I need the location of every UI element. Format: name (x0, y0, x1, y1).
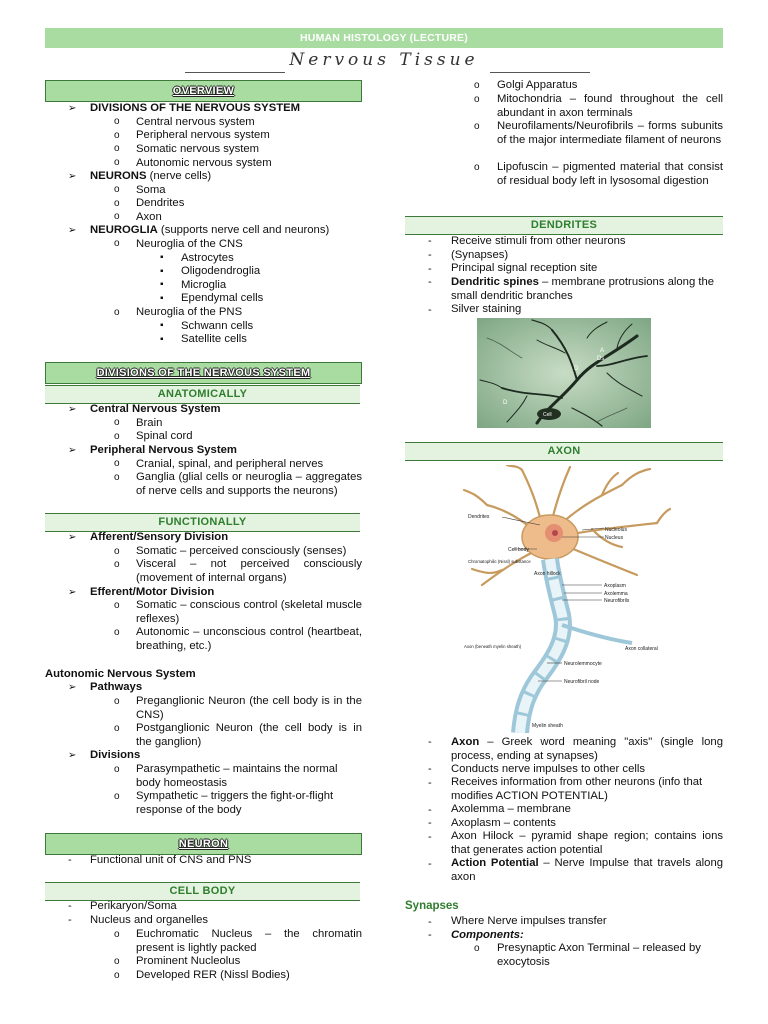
arrow-bullet: ➢ (68, 225, 77, 236)
cns-title: Central Nervous System (90, 403, 221, 415)
list-item: Conducts nerve impulses to other cells (451, 763, 646, 775)
list-item: Schwann cells (181, 320, 254, 332)
dash-bullet: - (428, 804, 432, 816)
circle-bullet: o (474, 80, 480, 91)
list-item: Axolemma – membrane (451, 803, 571, 815)
diagram-label-myelin: Myelin sheath (532, 723, 563, 729)
circle-bullet: o (114, 307, 120, 318)
circle-bullet: o (114, 157, 120, 168)
neuron-diagram (462, 465, 672, 733)
circle-bullet: o (114, 417, 120, 428)
list-item: Autonomic – unconscious control (heartbeat, breathing, etc.) (136, 626, 362, 652)
silver-stain-micrograph (477, 318, 651, 428)
list-item: Peripheral nervous system (136, 129, 270, 141)
dash-bullet: - (68, 914, 72, 926)
circle-bullet: o (474, 162, 480, 173)
dash-bullet: - (428, 736, 432, 748)
list-item: Neurofilaments/Neurofibrils – forms subunits of the major intermediate filament of neurons (497, 120, 723, 146)
list-item: Ependymal cells (181, 292, 264, 304)
efferent-title: Efferent/Motor Division (90, 586, 215, 598)
list-item: Neuroglia of the PNS (136, 306, 243, 318)
list-item: Somatic – perceived consciously (senses) (136, 545, 347, 557)
list-item: Presynaptic Axon Terminal – released by exocytosis (497, 942, 701, 968)
arrow-bullet: ➢ (68, 445, 77, 456)
circle-bullet: o (114, 956, 120, 967)
circle-bullet: o (114, 764, 120, 775)
circle-bullet: o (114, 559, 120, 570)
list-item: Nucleus and organelles (90, 914, 209, 926)
list-item: Lipofuscin – pigmented material that consist of residual body left in lysosomal digestion (497, 161, 723, 187)
list-item: Postganglionic Neuron (the cell body is in the ganglion) (136, 722, 362, 748)
afferent-title: Afferent/Sensory Division (90, 531, 229, 543)
diagram-label-axoplasm: Axoplasm (604, 583, 626, 589)
micrograph-label-cell: Cell (543, 412, 552, 418)
list-item: Developed RER (Nissl Bodies) (136, 969, 290, 981)
diagram-label-collateral: Axon collateral (625, 646, 658, 652)
cell-body-header: CELL BODY (45, 882, 360, 901)
axon-header: AXON (405, 442, 723, 461)
list-item: Preganglionic Neuron (the cell body is in the CNS) (136, 695, 362, 721)
dash-bullet: - (428, 763, 432, 775)
list-item: Sympathetic – triggers the fight-or-flight response of the body (136, 790, 334, 816)
arrow-bullet: ➢ (68, 750, 77, 761)
arrow-bullet: ➢ (68, 404, 77, 415)
overview-header: OVERVIEW (45, 80, 362, 102)
components-label: Components: (451, 929, 524, 941)
dash-bullet: - (428, 817, 432, 829)
list-item: Axon – Greek word meaning "axis" (single long process, ending at synapses) (451, 736, 723, 762)
diagram-label-hillock: Axon hillock (534, 571, 561, 577)
arrow-bullet: ➢ (68, 171, 77, 182)
square-bullet: ▪ (160, 279, 164, 290)
list-item: Euchromatic Nucleus – the chromatin present is lightly packed (136, 928, 362, 954)
circle-bullet: o (114, 211, 120, 222)
list-item: Receive stimuli from other neurons (451, 235, 626, 247)
neuron-drawing (462, 465, 672, 733)
dash-bullet: - (68, 900, 72, 912)
list-item: Axon Hilock – pyramid shape region; contains ions that generates action potential (451, 830, 723, 856)
square-bullet: ▪ (160, 293, 164, 304)
circle-bullet: o (114, 238, 120, 249)
arrow-bullet: ➢ (68, 103, 77, 114)
neurons-line: NEURONS (nerve cells) (90, 170, 212, 182)
circle-bullet: o (114, 143, 120, 154)
list-item: Mitochondria – found throughout the cell abundant in axon terminals (497, 93, 723, 119)
dash-bullet: - (428, 916, 432, 928)
circle-bullet: o (114, 198, 120, 209)
micrograph-label-d: D (574, 366, 579, 372)
list-item: Somatic – conscious control (skeletal muscle reflexes) (136, 599, 362, 625)
anatomically-header: ANATOMICALLY (45, 385, 360, 404)
dash-bullet: - (428, 249, 432, 261)
circle-bullet: o (114, 723, 120, 734)
square-bullet: ▪ (160, 252, 164, 263)
list-item: Dendritic spines – membrane protrusions along the small dendritic branches (451, 276, 715, 302)
diagram-label-neurofibrils: Neurofibrils (604, 598, 630, 604)
synapses-header: Synapses (405, 900, 459, 912)
square-bullet: ▪ (160, 266, 164, 277)
list-item: Receives information from other neurons (info that modifies ACTION POTENTIAL) (451, 776, 703, 802)
circle-bullet: o (114, 184, 120, 195)
list-item: Spinal cord (136, 430, 193, 442)
dash-bullet: - (428, 929, 432, 941)
micrograph-label-ds: Ds (597, 356, 605, 362)
micrograph-label-d2: D (503, 400, 508, 406)
functionally-header: FUNCTIONALLY (45, 513, 360, 532)
dash-bullet: - (428, 276, 432, 288)
list-item: Axoplasm – contents (451, 817, 556, 829)
diagram-label-nucleus: Nucleus (605, 535, 624, 541)
list-item: Neuroglia of the CNS (136, 238, 243, 250)
arrow-bullet: ➢ (68, 587, 77, 598)
circle-bullet: o (114, 970, 120, 981)
micrograph-drawing (477, 318, 651, 428)
list-item: Autonomic nervous system (136, 157, 272, 169)
diagram-label-nucleolus: Nucleolus (605, 527, 627, 533)
arrow-bullet: ➢ (68, 682, 77, 693)
diagram-label-axolemma: Axolemma (604, 591, 628, 597)
micrograph-label-a: A (600, 348, 605, 354)
square-bullet: ▪ (160, 334, 164, 345)
circle-bullet: o (114, 696, 120, 707)
neuroglia-line: NEUROGLIA (supports nerve cell and neurons) (90, 224, 330, 236)
divisions-subtitle: Divisions (90, 749, 141, 761)
neuron-header: NEURON (45, 833, 362, 855)
circle-bullet: o (474, 94, 480, 105)
circle-bullet: o (114, 472, 120, 483)
dash-bullet: - (428, 831, 432, 843)
dash-bullet: - (428, 263, 432, 275)
diagram-label-axon: Axon (beneath myelin sheath) (464, 644, 522, 649)
circle-bullet: o (114, 546, 120, 557)
list-item: Dendrites (136, 197, 185, 209)
dash-bullet: - (428, 858, 432, 870)
circle-bullet: o (114, 627, 120, 638)
divisions-header: DIVISIONS OF THE NERVOUS SYSTEM (45, 362, 362, 384)
title-divider-left (185, 72, 285, 73)
circle-bullet: o (114, 431, 120, 442)
divisions-title: DIVISIONS OF THE NERVOUS SYSTEM (90, 102, 301, 114)
circle-bullet: o (474, 943, 480, 954)
course-header: HUMAN HISTOLOGY (LECTURE) (45, 28, 723, 48)
list-item: Silver staining (451, 303, 522, 315)
title-divider-right (490, 72, 590, 73)
circle-bullet: o (114, 600, 120, 611)
list-item: Oligodendroglia (181, 265, 261, 277)
list-item: Functional unit of CNS and PNS (90, 854, 252, 866)
dash-bullet: - (428, 304, 432, 316)
diagram-label-node: Neurofibril node (564, 679, 600, 685)
list-item: Principal signal reception site (451, 262, 598, 274)
circle-bullet: o (114, 130, 120, 141)
list-item: Satellite cells (181, 333, 247, 345)
list-item: Cranial, spinal, and peripheral nerves (136, 458, 324, 470)
dash-bullet: - (428, 777, 432, 789)
arrow-bullet: ➢ (68, 532, 77, 543)
list-item: Perikaryon/Soma (90, 900, 177, 912)
list-item: Somatic nervous system (136, 143, 260, 155)
circle-bullet: o (114, 458, 120, 469)
page-title: Nervous Tissue (289, 50, 479, 70)
diagram-label-cell-body: Cell body (508, 547, 529, 553)
list-item: Brain (136, 417, 163, 429)
pathways-title: Pathways (90, 681, 143, 693)
circle-bullet: o (114, 116, 120, 127)
list-item: Parasympathetic – maintains the normal body homeostasis (136, 763, 338, 789)
diagram-label-nissl: Chromatophilic (Nissl) substance (468, 559, 531, 564)
list-item: (Synapses) (451, 249, 509, 261)
list-item: Axon (136, 211, 162, 223)
dash-bullet: - (68, 854, 72, 866)
list-item: Where Nerve impulses transfer (451, 915, 607, 927)
list-item: Prominent Nucleolus (136, 955, 241, 967)
list-item: Ganglia (glial cells or neuroglia – aggregates of nerve cells and supports the neurons) (136, 471, 362, 497)
list-item: Microglia (181, 279, 227, 291)
list-item: Soma (136, 184, 166, 196)
list-item: Astrocytes (181, 252, 234, 264)
circle-bullet: o (474, 121, 480, 132)
circle-bullet: o (114, 791, 120, 802)
ans-title: Autonomic Nervous System (45, 668, 196, 680)
list-item: Visceral – not perceived consciously (movement of internal organs) (136, 558, 362, 584)
list-item: Action Potential – Nerve Impulse that travels along axon (451, 857, 724, 883)
list-item: Golgi Apparatus (497, 79, 578, 91)
circle-bullet: o (114, 929, 120, 940)
square-bullet: ▪ (160, 320, 164, 331)
dendrites-header: DENDRITES (405, 216, 723, 235)
pns-title: Peripheral Nervous System (90, 444, 237, 456)
diagram-label-neurolemmocyte: Neurolemmocyte (564, 661, 602, 667)
list-item: Central nervous system (136, 116, 255, 128)
dash-bullet: - (428, 235, 432, 247)
diagram-label-dendrites: Dendrites (468, 514, 490, 520)
